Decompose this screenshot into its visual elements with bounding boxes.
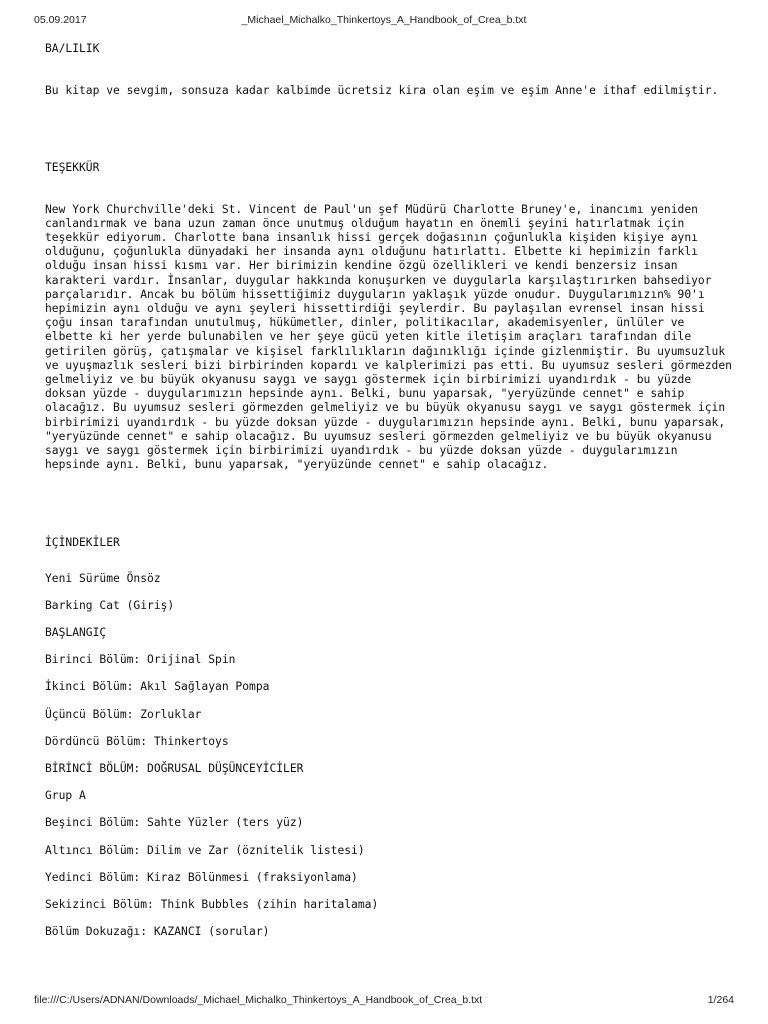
thanks-text: New York Churchville'deki St. Vincent de Paul'un şef Müdürü Charlotte Bruney'e, inancımı yeniden canlandırmak ve bana uzun zaman önce unutmuş olduğum hayatın en önemli şeyini hatırlatmak için teşekkür ediyorum. Charlotte bana insanlık hissi gerçek doğasının çoğunlukla kişiden kişiye aynı olduğunu, çoğunlukla dünyadaki her insanda aynı olduğunu hatırlattı. Elbette ki hepimizin farklı olduğu insan hissi kısmı var. Her birimizin kendine özgü özellikleri ve kendi benzersiz insan karakteri vardır. İnsanlar, duygular hakkında konuşurken ve duygularla karşılaştırırken bahsediyor parçalarıdır. Ancak bu bölüm hissettiğimiz duyguların yaklaşık yüzde onudur. Duygularımızın% 90'ı hepimizin aynı olduğu ve aynı şeyleri hissettirdiği şeylerdir. Bu paylaşılan evrensel insan hissi çoğu insan tarafından unutulmuş, hükümetler, dinler, politikacılar, akademisyenler, ünlüler ve elbette ki her yerde bulunabilen ve her şeye gücü yeten kitle iletişim araçları tarafından dile getirilen görüş, çatışmalar ve kişisel farklılıkların dağınıklığı içinde gizlenmiştir. Bu uyumsuzluk ve uyuşmazlık sesleri bizi birbirinden kopardı ve kalplerimizi pas etti. Bu uyumsuz sesleri görmezden gelmeliyiz ve bu büyük okyanusu saygı ve saygı göstermek için birbirimizi uyandırdık - bu yüzde doksan yüzde - duygularımızın hepsinde aynı. Belki, bunu yaparsak, "yeryüzünde cennet" e sahip olacağız. Bu uyumsuz sesleri görmezden gelmeliyiz ve bu büyük okyanusu saygı ve saygı göstermek için birbirimizi uyandırdık - bu yüzde doksan yüzde - duygularımızın hepsinde aynı. Belki, bunu yaparsak, "yeryüzünde cennet" e sahip olacağız. Bu uyumsuz sesleri görmezden gelmeliyiz ve bu büyük okyanusu saygı ve saygı göstermek için birbirimizi uyandırdık - bu yüzde doksan yüzde - duygularımızın hepsinde aynı. Belki, bunu yaparsak, "yeryüzünde cennet" e sahip olacağız. xyxy=(45,202,732,472)
thanks-heading: TEŞEKKÜR xyxy=(45,161,100,175)
print-file-path: file:///C:/Users/ADNAN/Downloads/_Michael_Michalko_Thinkertoys_A_Handbook_of_Crea_b.txt xyxy=(34,994,483,1006)
toc-item: Barking Cat (Giriş) xyxy=(45,598,175,612)
toc-item: Grup A xyxy=(45,789,86,803)
toc-item: BAŞLANGIÇ xyxy=(45,626,107,640)
toc-item: İkinci Bölüm: Akıl Sağlayan Pompa xyxy=(45,680,270,694)
document-body xyxy=(45,38,735,952)
toc-list xyxy=(45,572,735,953)
toc-heading: İÇİNDEKİLER xyxy=(45,536,120,550)
print-page-number: 1/264 xyxy=(707,994,734,1006)
toc-item: Dördüncü Bölüm: Thinkertoys xyxy=(45,734,229,748)
toc-item: Beşinci Bölüm: Sahte Yüzler (ters yüz) xyxy=(45,816,304,830)
print-title: _Michael_Michalko_Thinkertoys_A_Handbook_of_Crea_b.txt xyxy=(241,14,527,26)
dedication-heading: BA/LILIK xyxy=(45,42,100,55)
toc-item: BİRİNCİ BÖLÜM: DOĞRUSAL DÜŞÜNCEYİCİLER xyxy=(45,761,304,775)
toc-item: Yedinci Bölüm: Kiraz Bölünmesi (fraksiyonlama) xyxy=(45,870,358,884)
toc-item: Birinci Bölüm: Orijinal Spin xyxy=(45,653,236,667)
print-date: 05.09.2017 xyxy=(34,14,87,26)
toc-item: Bölüm Dokuzağı: KAZANCI (sorular) xyxy=(45,925,270,939)
toc-item: Yeni Sürüme Önsöz xyxy=(45,571,161,585)
dedication-text: Bu kitap ve sevgim, sonsuza kadar kalbimde ücretsiz kira olan eşim ve eşim Anne'e ithaf edilmiştir. xyxy=(45,84,719,98)
toc-item: Üçüncü Bölüm: Zorluklar xyxy=(45,707,202,721)
toc-item: Sekizinci Bölüm: Think Bubbles (zihin haritalama) xyxy=(45,897,379,911)
toc-item: Altıncı Bölüm: Dilim ve Zar (öznitelik listesi) xyxy=(45,843,365,857)
